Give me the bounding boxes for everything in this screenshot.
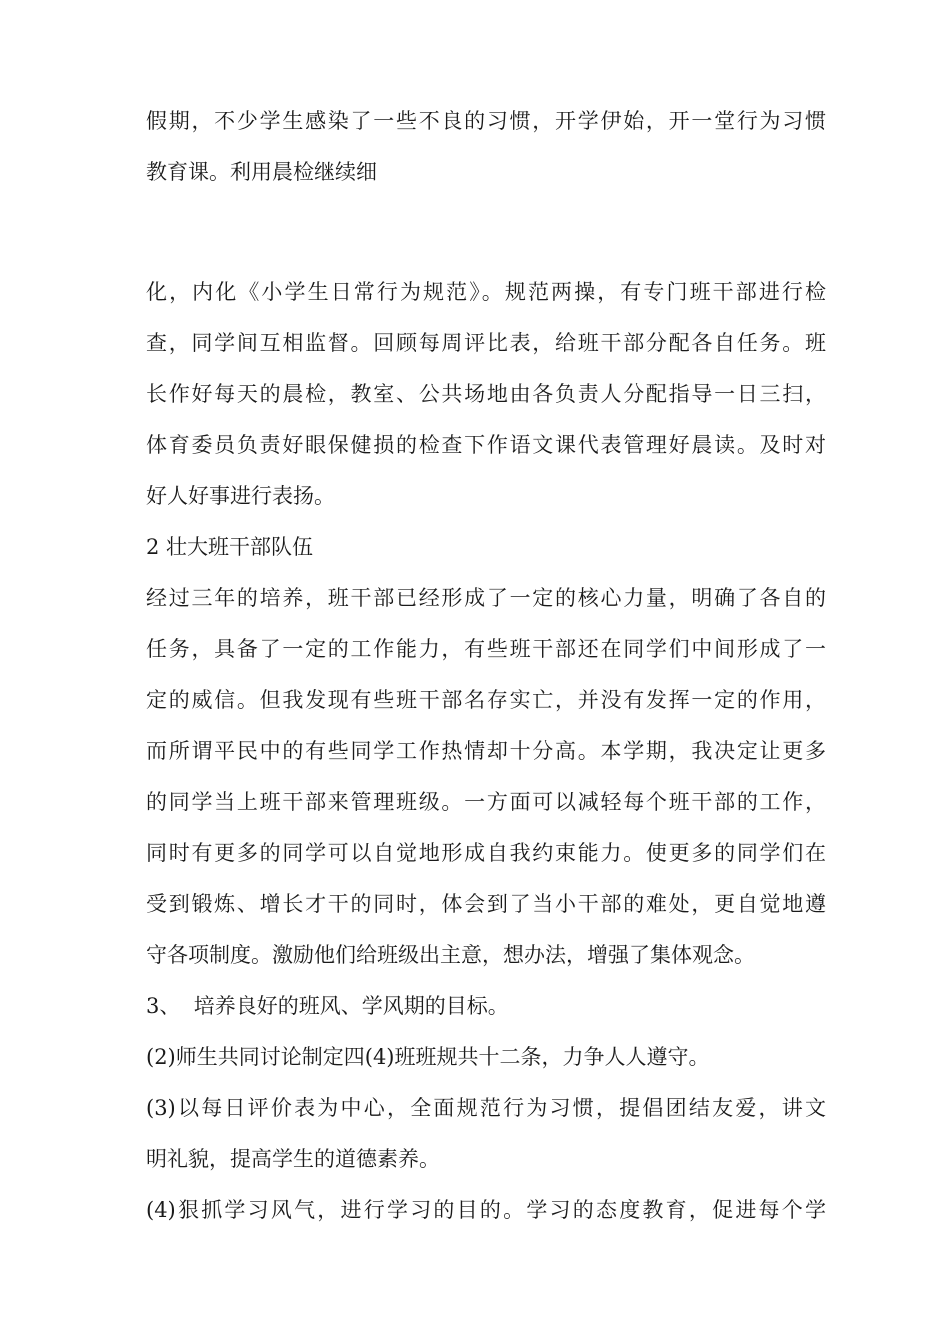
text-line: 而所谓平民中的有些同学工作热情却十分高。本学期，我决定让更多	[146, 739, 826, 763]
section-heading: 2 壮大班干部队伍	[146, 535, 314, 559]
text-line: 教育课。利用晨检继续细	[146, 160, 377, 184]
text-line: 假期，不少学生感染了一些不良的习惯，开学伊始，开一堂行为习惯	[146, 109, 826, 133]
text-line: 受到锻炼、增长才干的同时，体会到了当小干部的难处，更自觉地遵	[146, 892, 826, 916]
text-line: 守各项制度。激励他们给班级出主意，想办法，增强了集体观念。	[146, 943, 755, 967]
text-line: 的同学当上班干部来管理班级。一方面可以减轻每个班干部的工作，	[146, 790, 826, 814]
text-line: 查，同学间互相监督。回顾每周评比表，给班干部分配各自任务。班	[146, 331, 826, 355]
text-line: 长作好每天的晨检，教室、公共场地由各负责人分配指导一日三扫，	[146, 382, 826, 406]
list-item: (4)狠抓学习风气，进行学习的目的。学习的态度教育，促进每个学	[146, 1198, 826, 1222]
section-heading: 3、 培养良好的班风、学风期的目标。	[146, 994, 509, 1018]
list-item: (2)师生共同讨论制定四(4)班班规共十二条，力争人人遵守。	[146, 1045, 710, 1069]
text-line: 经过三年的培养，班干部已经形成了一定的核心力量，明确了各自的	[146, 586, 826, 610]
text-line: 任务，具备了一定的工作能力，有些班干部还在同学们中间形成了一	[146, 637, 826, 661]
paragraph-gap	[146, 198, 826, 267]
text-line: 同时有更多的同学可以自觉地形成自我约束能力。使更多的同学们在	[146, 841, 826, 865]
text-line: 化，内化《小学生日常行为规范》。规范两操，有专门班干部进行检	[146, 280, 826, 304]
text-line: 体育委员负责好眼保健损的检查下作语文课代表管理好晨读。及时对	[146, 433, 826, 457]
text-line: 明礼貌，提高学生的道德素养。	[146, 1147, 440, 1171]
document-body	[146, 96, 826, 1236]
text-line: 定的威信。但我发现有些班干部名存实亡，并没有发挥一定的作用，	[146, 688, 826, 712]
text-line: 好人好事进行表扬。	[146, 484, 335, 508]
list-item: (3)以每日评价表为中心，全面规范行为习惯，提倡团结友爱，讲文	[146, 1096, 826, 1120]
